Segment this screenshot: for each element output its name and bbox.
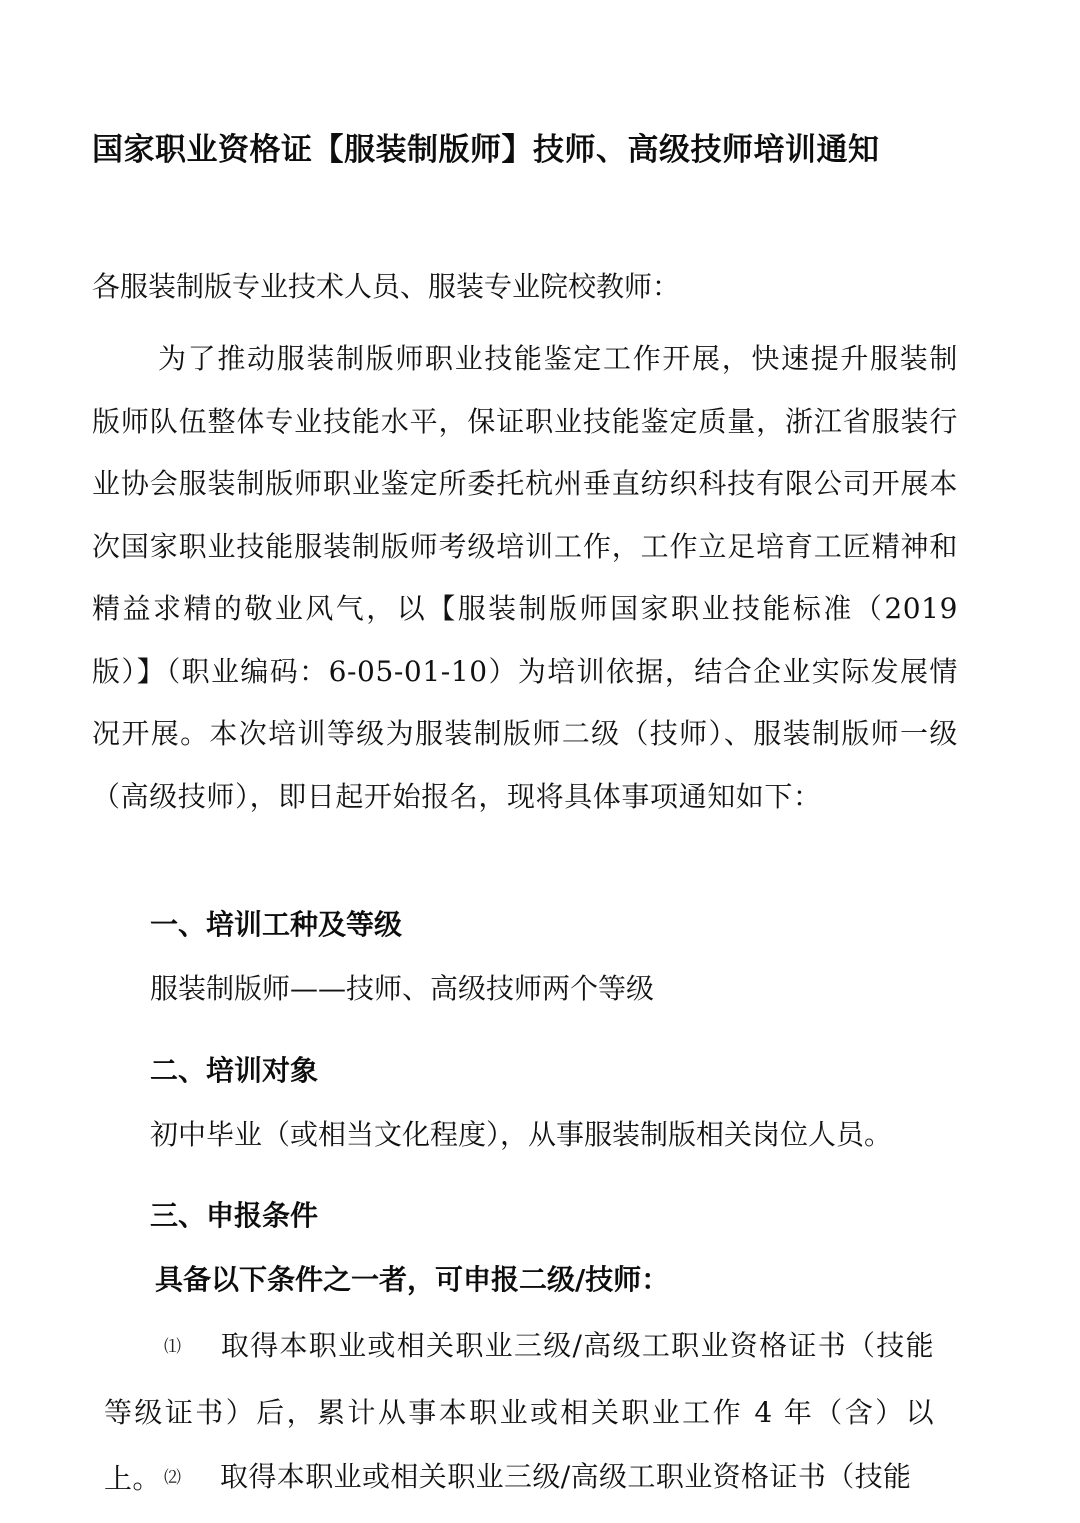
section-heading-requirements: 三、申报条件 [150, 1199, 319, 1232]
salutation: 各服装制版专业技术人员、服装专业院校教师： [92, 270, 681, 303]
intro-paragraph: 为了推动服装制版师职业技能鉴定工作开展，快速提升服装制版师队伍整体专业技能水平，保证职业技能鉴定质量，浙江省服装行业协会服装制版师职业鉴定所委托杭州垂直纺织科技有限公司开展本次国家职业技能服装制版师考级培训工作，工作立足培育工匠精神和精益求精的敬业风气，以【服装制版师国家职业技能标准（2019版）】（职业编码：6-05-01-10）为培训依据，结合企业实际发展情况开展。本次培训等级为服装制版师二级（技师）、服装制版师一级（高级技师），即日起开始报名，现将具体事项通知如下： [92, 342, 958, 813]
section-heading-training-type: 一、培训工种及等级 [150, 908, 403, 941]
condition-text: 取得本职业或相关职业三级/高级工职业资格证书（技能 [220, 1460, 912, 1493]
condition-text: 取得本职业或相关职业三级/高级工职业资格证书（技能等级证书）后，累计从事本职业或相关职业工作 4 年（含）以上。 [104, 1329, 934, 1495]
section-body-training-type: 服装制版师——技师、高级技师两个等级 [150, 972, 655, 1005]
condition-marker: ⑵ [164, 1468, 182, 1488]
section-body-training-target: 初中毕业（或相当文化程度），从事服装制版相关岗位人员。 [150, 1118, 893, 1151]
conditions-heading: 具备以下条件之一者，可申报二级/技师： [155, 1263, 670, 1296]
section-heading-training-target: 二、培训对象 [150, 1054, 319, 1087]
condition-marker: ⑴ [164, 1337, 182, 1357]
document-title: 国家职业资格证【服装制版师】技师、高级技师培训通知 [92, 132, 880, 168]
condition-item [104, 1444, 934, 1511]
